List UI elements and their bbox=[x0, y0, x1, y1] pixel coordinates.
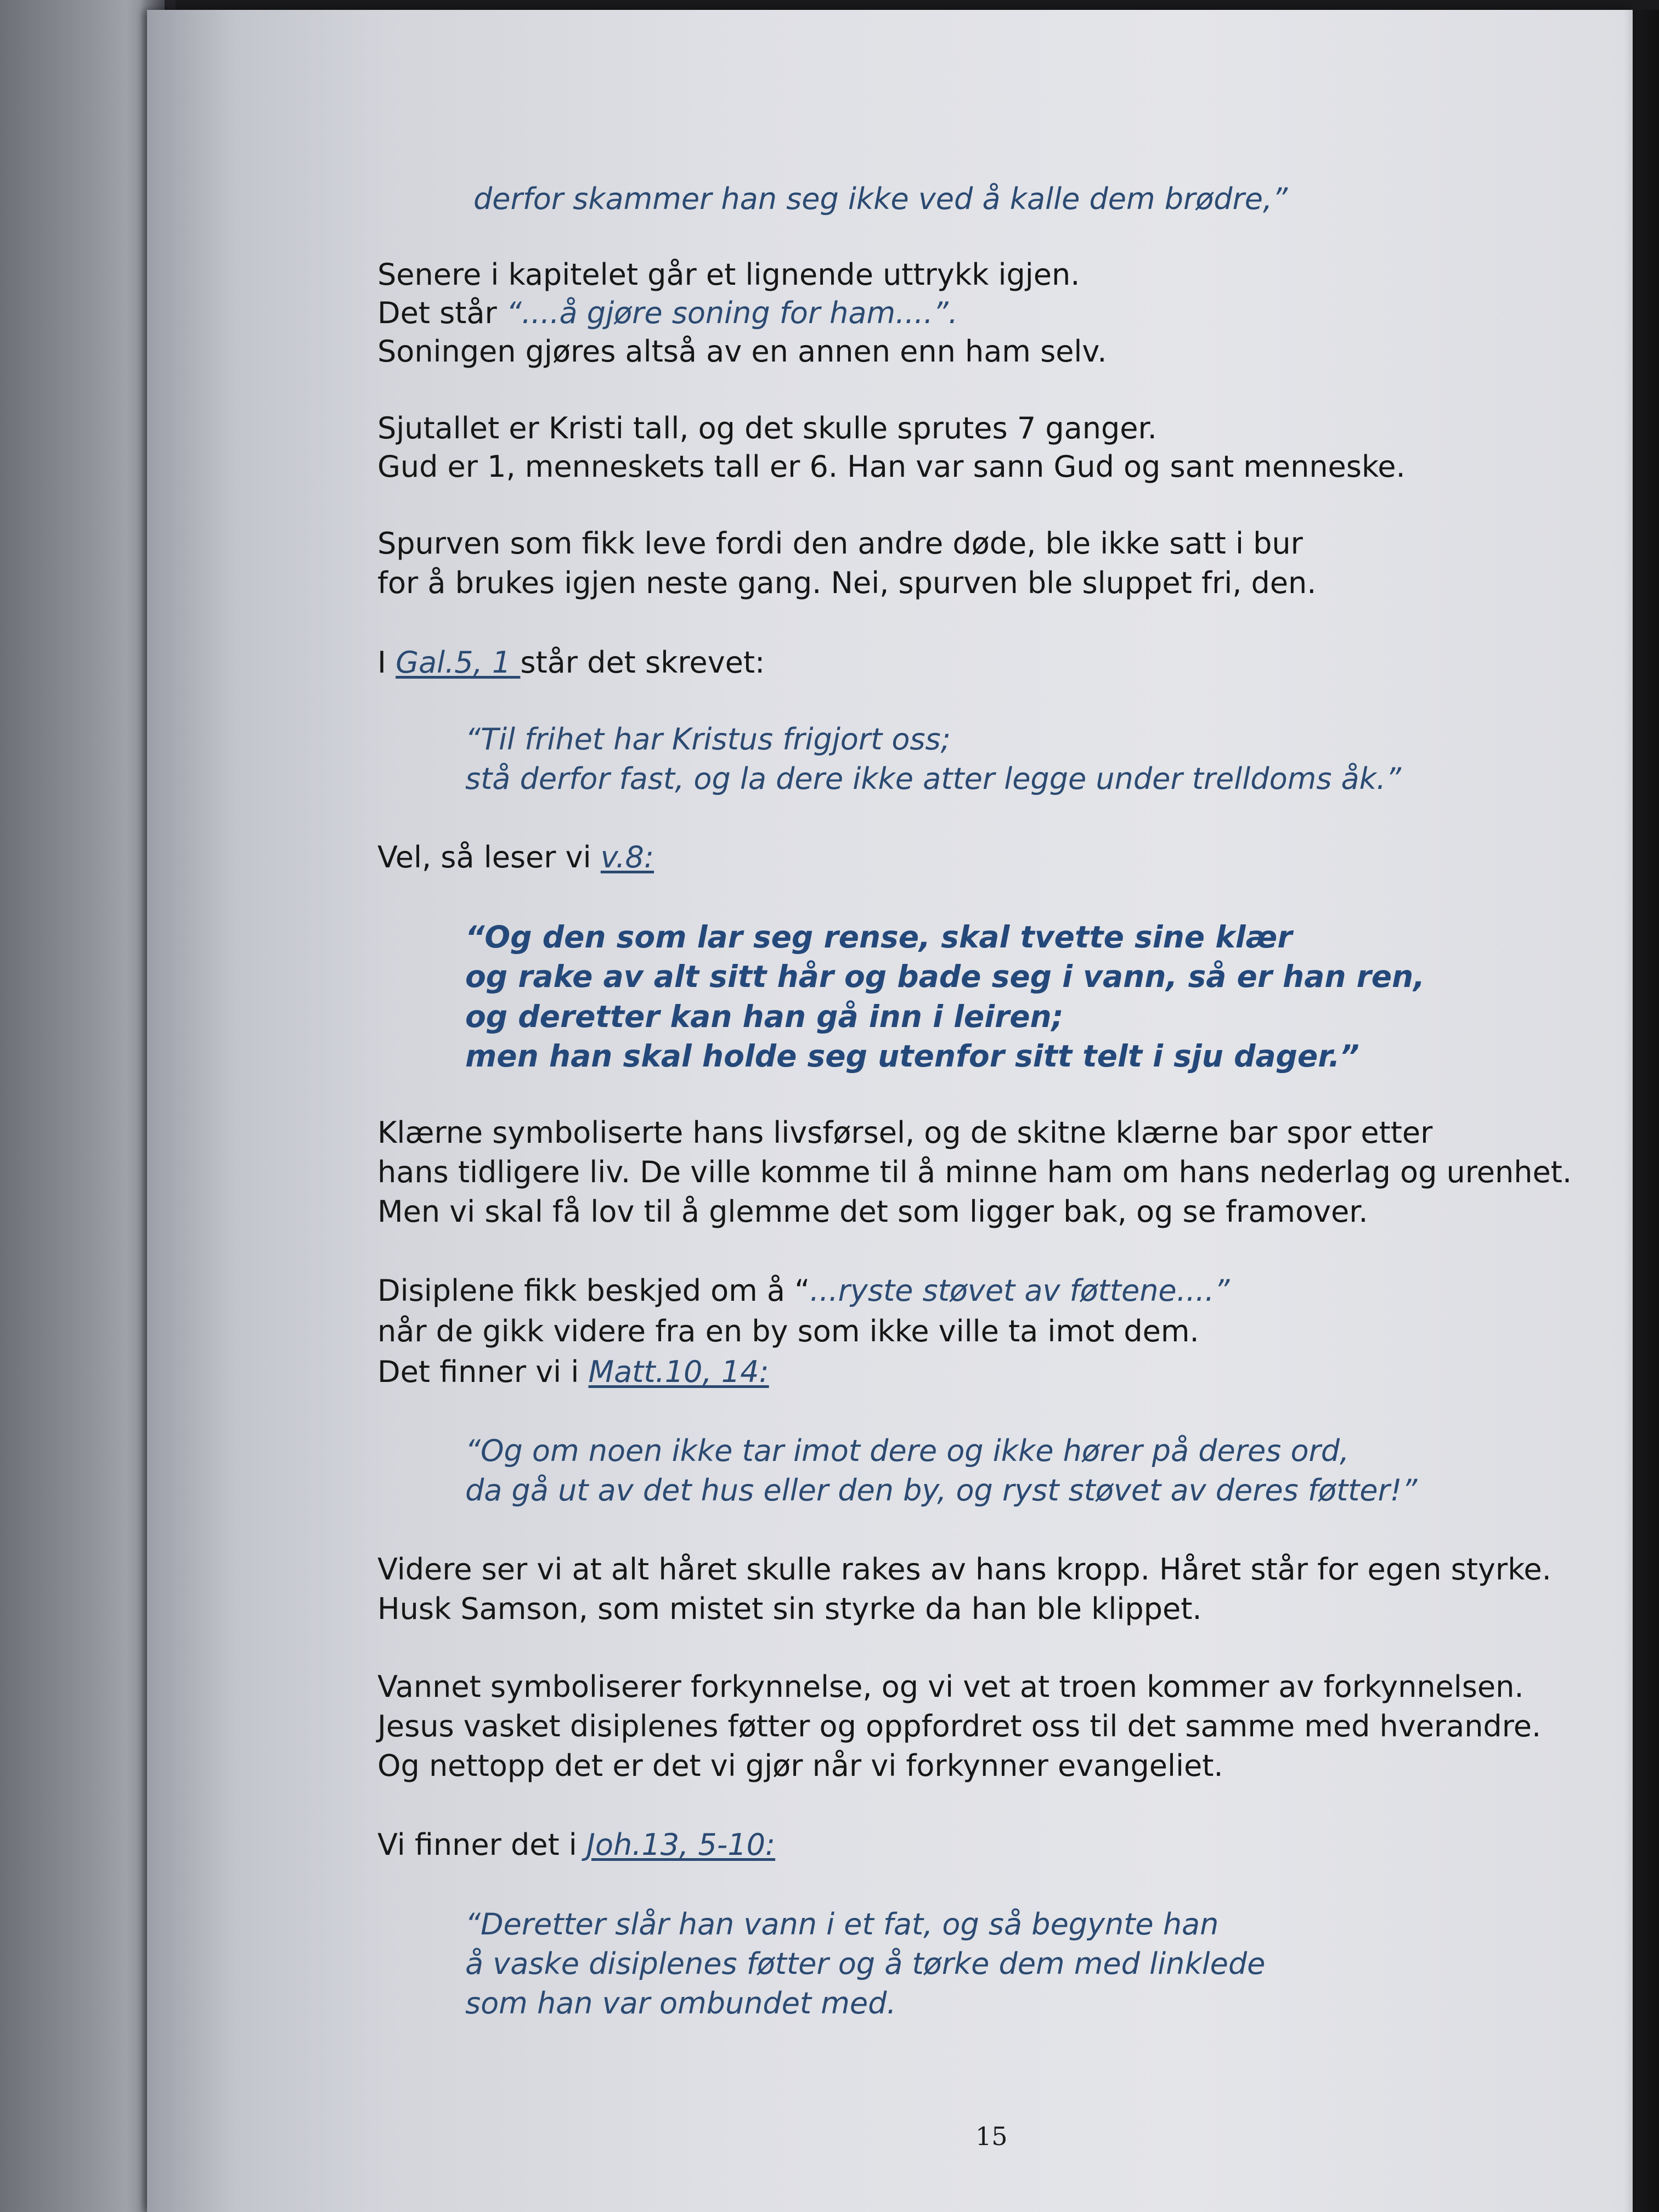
body-line: Det står “....å gjøre soning for ham....”. bbox=[377, 296, 958, 330]
quote-line: derfor skammer han seg ikke ved å kalle dem brødre,” bbox=[473, 182, 1288, 216]
book-page bbox=[147, 10, 1633, 2212]
body-line: Det finner vi i Matt.10, 14: bbox=[377, 1355, 769, 1389]
scripture-reference: Matt.10, 14: bbox=[588, 1355, 769, 1389]
scripture-reference: v.8: bbox=[600, 840, 654, 874]
body-line: Gud er 1, menneskets tall er 6. Han var sann Gud og sant menneske. bbox=[377, 449, 1406, 484]
bold-quote-line: men han skal holde seg utenfor sitt telt i sju dager.” bbox=[465, 1039, 1359, 1074]
body-line: Disiplene fikk beskjed om å “...ryste støvet av føttene....” bbox=[377, 1273, 1230, 1308]
body-line: Vi finner det i Joh.13, 5-10: bbox=[377, 1827, 776, 1862]
quote-line: stå derfor fast, og la dere ikke atter legge under trelldoms åk.” bbox=[465, 761, 1402, 796]
body-line: I Gal.5, 1 står det skrevet: bbox=[377, 645, 765, 680]
body-line: Soningen gjøres altså av en annen enn ham selv. bbox=[377, 334, 1107, 369]
body-line: Men vi skal få lov til å glemme det som ligger bak, og se framover. bbox=[377, 1194, 1368, 1229]
quote-line: “Og om noen ikke tar imot dere og ikke hører på deres ord, bbox=[465, 1434, 1350, 1468]
body-line: Husk Samson, som mistet sin styrke da han ble klippet. bbox=[377, 1592, 1202, 1626]
body-line: Jesus vasket disiplenes føtter og oppfordret oss til det samme med hverandre. bbox=[377, 1709, 1542, 1743]
body-line: Vannet symboliserer forkynnelse, og vi vet at troen kommer av forkynnelsen. bbox=[377, 1669, 1524, 1704]
body-line: hans tidligere liv. De ville komme til å minne ham om hans nederlag og urenhet. bbox=[377, 1155, 1572, 1189]
inline-quote: “....å gjøre soning for ham....”. bbox=[506, 296, 958, 330]
body-line: når de gikk videre fra en by som ikke ville ta imot dem. bbox=[377, 1314, 1199, 1348]
quote-line: da gå ut av det hus eller den by, og ryst støvet av deres føtter!” bbox=[465, 1473, 1418, 1508]
bold-quote-line: “Og den som lar seg rense, skal tvette sine klær bbox=[465, 919, 1293, 955]
body-line: Klærne symboliserte hans livsførsel, og de skitne klærne bar spor etter bbox=[377, 1115, 1433, 1150]
quote-line: å vaske disiplenes føtter og å tørke dem med linklede bbox=[465, 1946, 1266, 1981]
inline-quote: ...ryste støvet av føttene....” bbox=[810, 1273, 1230, 1308]
page-edge-shadow bbox=[1624, 10, 1659, 2212]
quote-line: som han var ombundet med. bbox=[465, 1986, 896, 2021]
bold-quote-line: og deretter kan han gå inn i leiren; bbox=[465, 999, 1064, 1034]
bold-quote-line: og rake av alt sitt hår og bade seg i vann, så er han ren, bbox=[465, 959, 1425, 994]
body-line: Sjutallet er Kristi tall, og det skulle sprutes 7 ganger. bbox=[377, 411, 1157, 445]
body-line: Senere i kapitelet går et lignende uttrykk igjen. bbox=[377, 257, 1080, 292]
body-line: Spurven som fikk leve fordi den andre døde, ble ikke satt i bur bbox=[377, 526, 1303, 561]
scripture-reference: Joh.13, 5-10: bbox=[586, 1827, 776, 1862]
body-line: Vel, så leser vi v.8: bbox=[377, 840, 654, 874]
body-line: for å brukes igjen neste gang. Nei, spurven ble sluppet fri, den. bbox=[377, 566, 1317, 600]
page-number: 15 bbox=[975, 2121, 1008, 2151]
body-line: Videre ser vi at alt håret skulle rakes av hans kropp. Håret står for egen styrke. bbox=[377, 1552, 1551, 1587]
scripture-reference: Gal.5, 1 bbox=[396, 645, 521, 680]
quote-line: “Deretter slår han vann i et fat, og så begynte han bbox=[465, 1907, 1219, 1942]
body-line: Og nettopp det er det vi gjør når vi forkynner evangeliet. bbox=[377, 1748, 1223, 1783]
quote-line: “Til frihet har Kristus frigjort oss; bbox=[465, 722, 951, 757]
